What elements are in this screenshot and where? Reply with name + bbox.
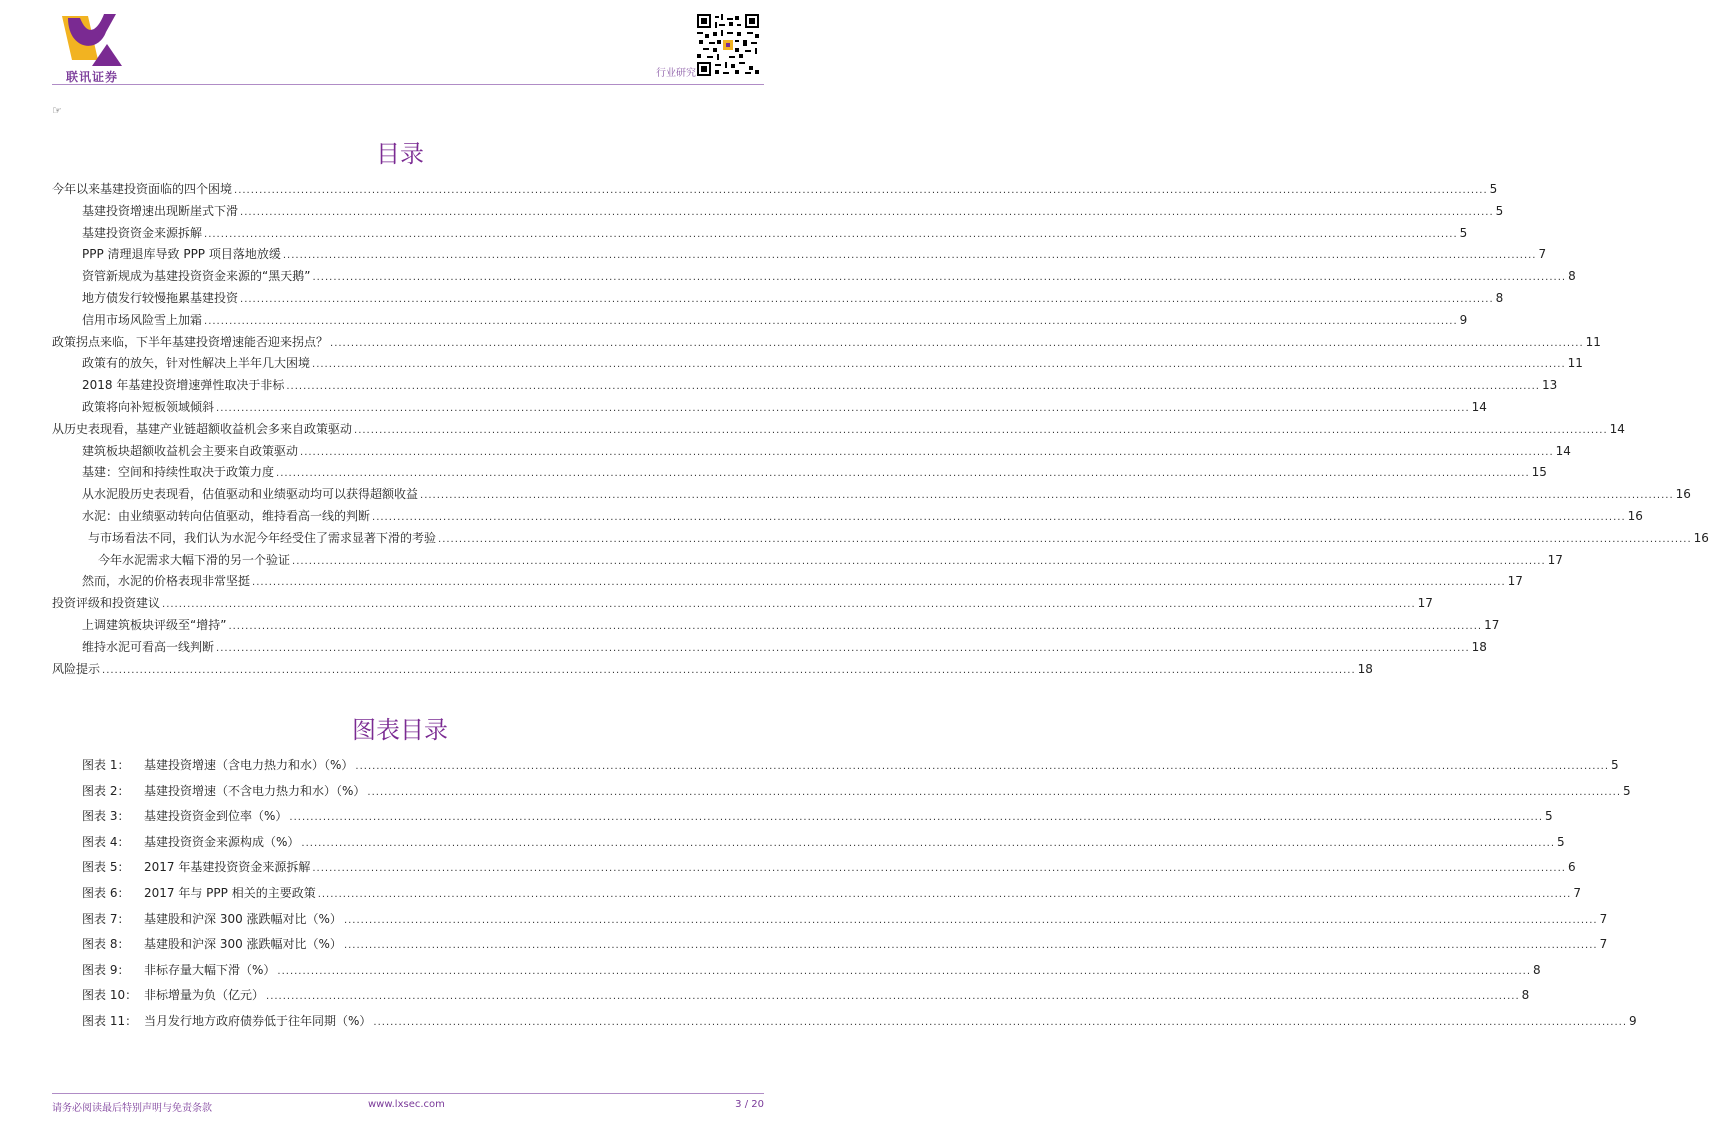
toc-entry-title: 维持水泥可看高一线判断 xyxy=(82,639,215,654)
toc-entry-page: 17 xyxy=(1484,617,1500,632)
toc-entry-page: 18 xyxy=(1357,661,1373,676)
toc-entry-page: 14 xyxy=(1555,443,1571,458)
dot-leader: ............................................................................................................................................................................................................................................................................................................ xyxy=(266,991,1520,1003)
figure-entry-label: 图表 7： xyxy=(82,911,130,926)
toc-entry[interactable] xyxy=(52,376,1558,398)
dot-leader: ............................................................................................................................................................................................................................................................................................................ xyxy=(300,446,1554,458)
toc-entry[interactable] xyxy=(52,529,1709,551)
dot-leader: ............................................................................................................................................................................................................................................................................................................ xyxy=(252,577,1506,589)
toc-entry-page: 16 xyxy=(1675,487,1691,502)
figure-entry-title: 2017 年与 PPP 相关的主要政策 xyxy=(144,885,316,900)
dot-leader: ............................................................................................................................................................................................................................................................................................................ xyxy=(312,359,1566,371)
toc-entry[interactable] xyxy=(52,442,1571,464)
footer-divider xyxy=(52,1093,764,1094)
toc-entry-page: 15 xyxy=(1531,465,1547,480)
qr-code-icon xyxy=(697,14,759,76)
toc-entry[interactable] xyxy=(52,638,1487,660)
toc-entry-page: 11 xyxy=(1567,356,1583,371)
figure-entry-page: 5 xyxy=(1611,758,1619,772)
figure-entry-page: 7 xyxy=(1599,937,1608,952)
toc-entry-title: 上调建筑板块评级至“增持” xyxy=(82,617,227,632)
figure-entry-title: 基建股和沪深 300 涨跌幅对比（%） xyxy=(144,937,342,952)
toc-entry-page: 17 xyxy=(1547,552,1563,567)
toc-entry[interactable] xyxy=(52,267,1576,289)
figure-entry-page: 7 xyxy=(1599,911,1608,926)
dot-leader: ............................................................................................................................................................................................................................................................................................................ xyxy=(330,337,1584,349)
toc-entry-page: 13 xyxy=(1541,378,1558,393)
figure-entry[interactable] xyxy=(52,833,1565,859)
figure-entry-title: 基建股和沪深 300 涨跌幅对比（%） xyxy=(144,911,342,926)
figure-list-title: 图表目录 xyxy=(352,716,448,744)
figure-entry-label: 图表 6： xyxy=(82,885,130,900)
dot-leader: ............................................................................................................................................................................................................................................................................................................ xyxy=(343,914,1598,926)
toc-entry[interactable] xyxy=(52,572,1523,594)
toc-entry-page: 14 xyxy=(1471,399,1487,414)
figure-entry[interactable] xyxy=(52,986,1530,1012)
toc-entry-page: 17 xyxy=(1417,596,1433,611)
toc-entry-page: 17 xyxy=(1507,574,1523,589)
toc-entry-title: 政策有的放矢，针对性解决上半年几大困境 xyxy=(82,356,311,371)
header-divider xyxy=(52,84,764,85)
toc-entry-page: 5 xyxy=(1495,203,1504,218)
dot-leader: ............................................................................................................................................................................................................................................................................................................ xyxy=(286,381,1540,393)
dot-leader: ............................................................................................................................................................................................................................................................................................................ xyxy=(216,642,1470,654)
figure-entry[interactable] xyxy=(52,910,1608,936)
toc-entry[interactable] xyxy=(52,354,1583,376)
toc-entry-title: 从历史表现看，基建产业链超额收益机会多来自政策驱动 xyxy=(52,421,353,436)
dot-leader: ............................................................................................................................................................................................................................................................................................................ xyxy=(228,620,1483,632)
toc-entry-title: 今年水泥需求大幅下滑的另一个验证 xyxy=(98,552,291,567)
toc-entry-title: PPP 清理退库导致 PPP 项目落地放缓 xyxy=(82,247,281,262)
figure-entry-page: 5 xyxy=(1623,783,1631,798)
figure-entry-page: 9 xyxy=(1629,1013,1637,1028)
toc-entry[interactable] xyxy=(52,224,1468,246)
dot-leader: ............................................................................................................................................................................................................................................................................................................ xyxy=(355,761,1610,772)
toc-entry-title: 投资评级和投资建议 xyxy=(52,596,161,611)
figure-entry-label: 图表 4： xyxy=(82,834,130,849)
toc-entry[interactable] xyxy=(52,463,1547,485)
toc-entry-title: 今年以来基建投资面临的四个困境 xyxy=(52,182,233,196)
toc-entry-title: 地方债发行较慢拖累基建投资 xyxy=(82,290,239,305)
figure-entry-label: 图表 11： xyxy=(82,1013,138,1028)
toc-entry[interactable] xyxy=(52,180,1498,202)
toc-entry[interactable] xyxy=(52,485,1691,507)
toc-entry[interactable] xyxy=(52,245,1547,267)
figure-entry-title: 基建投资增速（不含电力热力和水）（%） xyxy=(144,783,366,798)
figure-entry-page: 5 xyxy=(1557,834,1565,849)
figure-entry[interactable] xyxy=(52,884,1581,910)
toc-entry[interactable] xyxy=(52,311,1468,333)
toc-entry[interactable] xyxy=(52,420,1625,442)
toc-entry-title: 资管新规成为基建投资资金来源的“黑天鹅” xyxy=(82,269,311,284)
dot-leader: ............................................................................................................................................................................................................................................................................................................ xyxy=(204,315,1458,327)
figure-entry-title: 非标增量为负（亿元） xyxy=(144,988,265,1003)
dot-leader: ............................................................................................................................................................................................................................................................................................................ xyxy=(162,599,1416,611)
toc-entry-title: 基建投资资金来源拆解 xyxy=(82,225,203,240)
toc-entry-page: 9 xyxy=(1459,312,1468,327)
figure-entry-label: 图表 5： xyxy=(82,860,130,875)
dot-leader: ............................................................................................................................................................................................................................................................................................................ xyxy=(282,250,1537,262)
dot-leader: ............................................................................................................................................................................................................................................................................................................ xyxy=(276,468,1530,480)
toc-title: 目录 xyxy=(376,140,424,168)
figure-entry-page: 6 xyxy=(1567,860,1576,875)
dot-leader: ............................................................................................................................................................................................................................................................................................................ xyxy=(289,812,1544,824)
logo-mark-icon xyxy=(58,10,124,68)
dot-leader: ............................................................................................................................................................................................................................................................................................................ xyxy=(343,940,1598,952)
toc-entry-page: 11 xyxy=(1585,334,1601,349)
toc-entry-page: 8 xyxy=(1568,269,1576,284)
figure-entry[interactable] xyxy=(52,756,1619,782)
dot-leader: ............................................................................................................................................................................................................................................................................................................ xyxy=(367,786,1622,798)
figure-entry-label: 图表 9： xyxy=(82,962,130,977)
dot-leader: ............................................................................................................................................................................................................................................................................................................ xyxy=(438,533,1692,545)
dot-leader: ............................................................................................................................................................................................................................................................................................................ xyxy=(373,1016,1628,1028)
dot-leader: ............................................................................................................................................................................................................................................................................................................ xyxy=(102,664,1356,676)
figure-entry-title: 基建投资资金来源构成（%） xyxy=(144,834,300,849)
figure-entry[interactable] xyxy=(52,961,1541,987)
figure-entry[interactable] xyxy=(52,782,1631,808)
figure-entry[interactable] xyxy=(52,935,1608,961)
disclaimer-link[interactable]: 请务必阅读最后特别声明与免责条款 xyxy=(52,1103,212,1114)
figure-entry-page: 7 xyxy=(1573,885,1581,900)
dot-leader: ............................................................................................................................................................................................................................................................................................................ xyxy=(301,837,1556,849)
figure-entry[interactable] xyxy=(52,807,1553,833)
toc-entry-page: 18 xyxy=(1471,639,1487,654)
toc-entry-title: 从水泥股历史表现看，估值驱动和业绩驱动均可以获得超额收益 xyxy=(82,487,419,502)
toc-entry-page: 8 xyxy=(1495,290,1504,305)
figure-entry-label: 图表 1： xyxy=(82,758,130,772)
toc-entry-title: 政策拐点来临，下半年基建投资增速能否迎来拐点？ xyxy=(52,334,329,349)
dot-leader: ............................................................................................................................................................................................................................................................................................................ xyxy=(277,965,1532,977)
figure-entry-page: 5 xyxy=(1545,809,1553,824)
dot-leader: ............................................................................................................................................................................................................................................................................................................ xyxy=(216,402,1470,414)
toc-entry[interactable] xyxy=(52,551,1563,573)
dot-leader: ............................................................................................................................................................................................................................................................................................................ xyxy=(204,228,1458,240)
logo-text: 联讯证券 xyxy=(65,70,118,84)
dot-leader: ............................................................................................................................................................................................................................................................................................................ xyxy=(292,555,1546,567)
figure-entry[interactable] xyxy=(52,1012,1637,1038)
toc-entry[interactable] xyxy=(52,660,1373,682)
toc-entry-title: 水泥：由业绩驱动转向估值驱动，维持看高一线的判断 xyxy=(82,508,371,523)
dot-leader: ............................................................................................................................................................................................................................................................................................................ xyxy=(420,490,1674,502)
figure-entry-label: 图表 3： xyxy=(82,809,130,824)
toc-entry-page: 7 xyxy=(1538,247,1547,262)
toc-entry[interactable] xyxy=(52,616,1500,638)
figure-entry-title: 2017 年基建投资资金来源拆解 xyxy=(144,860,311,875)
toc-entry-title: 与市场看法不同，我们认为水泥今年经受住了需求显著下滑的考验 xyxy=(88,530,437,545)
dot-leader: ............................................................................................................................................................................................................................................................................................................ xyxy=(372,511,1626,523)
figure-entry-title: 基建投资增速（含电力热力和水）（%） xyxy=(144,758,354,772)
toc-entry-page: 14 xyxy=(1609,421,1625,436)
toc-entry-page: 5 xyxy=(1459,225,1468,240)
toc-entry[interactable] xyxy=(52,398,1487,420)
section-label: 行业研究 xyxy=(656,68,696,79)
dot-leader: ............................................................................................................................................................................................................................................................................................................ xyxy=(317,888,1572,900)
dot-leader: ............................................................................................................................................................................................................................................................................................................ xyxy=(234,185,1488,196)
toc-entry-title: 2018 年基建投资增速弹性取决于非标 xyxy=(82,378,285,393)
toc-entry[interactable] xyxy=(52,507,1643,529)
figure-entry-title: 当月发行地方政府债券低于往年同期（%） xyxy=(144,1013,372,1028)
toc-entry-title: 建筑板块超额收益机会主要来自政策驱动 xyxy=(82,443,299,458)
toc-entry-title: 风险提示 xyxy=(52,661,101,676)
figure-entry-title: 基建投资资金到位率（%） xyxy=(144,809,288,824)
pointer-hand-icon: ☞ xyxy=(52,104,62,117)
toc-entry[interactable] xyxy=(52,202,1504,224)
figure-entry[interactable] xyxy=(52,858,1576,884)
dot-leader: ............................................................................................................................................................................................................................................................................................................ xyxy=(240,206,1494,218)
dot-leader: ............................................................................................................................................................................................................................................................................................................ xyxy=(354,424,1608,436)
figure-list xyxy=(52,756,1637,1038)
toc-entry-title: 基建投资增速出现断崖式下滑 xyxy=(82,203,239,218)
toc-entry-title: 然而，水泥的价格表现非常坚挺 xyxy=(82,574,251,589)
toc-entry-page: 16 xyxy=(1693,530,1709,545)
dot-leader: ............................................................................................................................................................................................................................................................................................................ xyxy=(312,863,1566,875)
toc-entry[interactable] xyxy=(52,289,1504,311)
toc-entry[interactable] xyxy=(52,594,1433,616)
table-of-contents xyxy=(52,180,1709,681)
website-link[interactable]: www.lxsec.com xyxy=(368,1099,445,1110)
toc-entry-title: 基建：空间和持续性取决于政策力度 xyxy=(82,465,275,480)
dot-leader: ............................................................................................................................................................................................................................................................................................................ xyxy=(240,293,1494,305)
toc-entry-page: 16 xyxy=(1627,508,1643,523)
toc-entry[interactable] xyxy=(52,333,1601,355)
toc-entry-title: 信用市场风险雪上加霜 xyxy=(82,312,203,327)
dot-leader: ............................................................................................................................................................................................................................................................................................................ xyxy=(312,272,1567,284)
toc-entry-title: 政策将向补短板领域倾斜 xyxy=(82,399,215,414)
figure-entry-title: 非标存量大幅下滑（%） xyxy=(144,962,276,977)
figure-entry-page: 8 xyxy=(1533,962,1541,977)
figure-entry-label: 图表 2： xyxy=(82,783,130,798)
figure-entry-label: 图表 8： xyxy=(82,937,130,952)
figure-entry-page: 8 xyxy=(1521,988,1530,1003)
page-indicator: 3 / 20 xyxy=(735,1099,764,1110)
toc-entry-page: 5 xyxy=(1489,182,1498,196)
figure-entry-label: 图表 10： xyxy=(82,988,138,1003)
page-header xyxy=(0,0,800,90)
company-logo xyxy=(52,10,132,82)
